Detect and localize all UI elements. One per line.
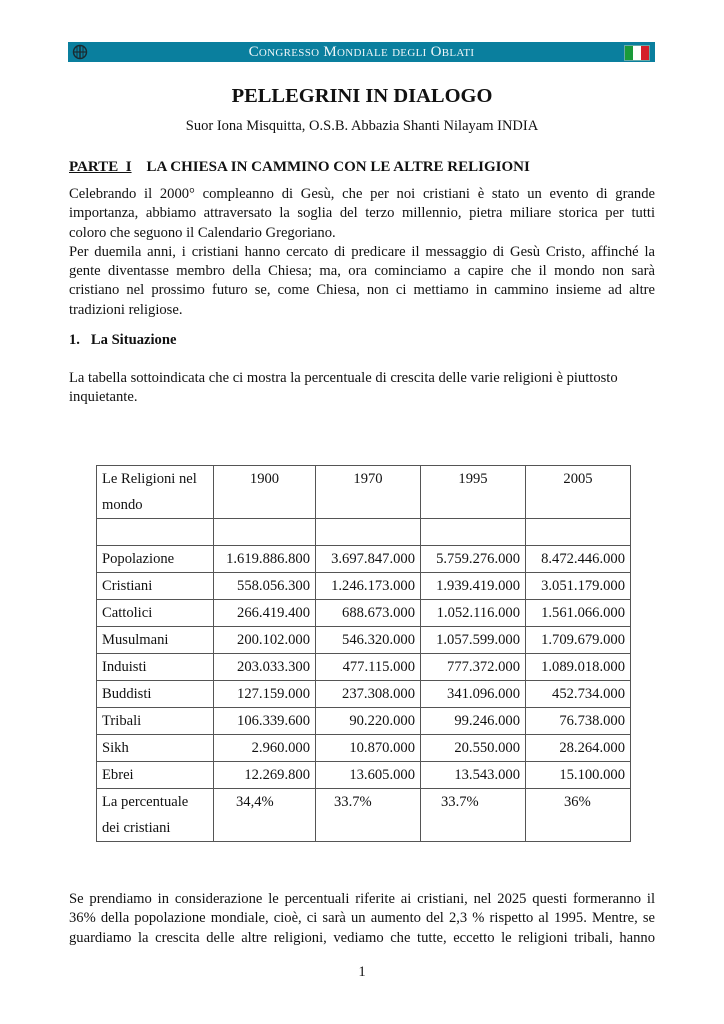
- table-row: [97, 762, 631, 789]
- table-intro-paragraph: [69, 369, 655, 408]
- header-label-line: mondo: [102, 497, 143, 513]
- row-label: Buddisti: [97, 681, 214, 708]
- text-line: coloro che seguono il Calendario Gregoriano.: [69, 224, 336, 241]
- author-line: Suor Iona Misquitta, O.S.B. Abbazia Shanti Nilayam INDIA: [185, 118, 539, 134]
- text-line: gente diventasse membro della Chiesa; ma, ora cominciamo a capire che il mondo non sarà: [69, 263, 655, 280]
- percent-value: 33.7%: [316, 789, 421, 842]
- year-header: 1970: [316, 466, 421, 519]
- text-line: guardiamo la crescita delle altre religioni, vediamo che tutte, eccetto le religioni tribali, hanno: [69, 929, 655, 946]
- cell-value: 127.159.000: [214, 681, 316, 708]
- text-line: inquietante.: [69, 389, 138, 406]
- cell-value: 10.870.000: [316, 735, 421, 762]
- table-row: [97, 735, 631, 762]
- cell-value: 90.220.000: [316, 708, 421, 735]
- cell-value: 266.419.400: [214, 600, 316, 627]
- religions-table: [96, 465, 631, 842]
- year-header: 2005: [526, 466, 631, 519]
- text-line: Celebrando il 2000° compleanno di Gesù, che per noi cristiani è stato un evento di grande: [69, 186, 655, 202]
- table-row: [97, 627, 631, 654]
- percent-value: 34,4%: [214, 789, 316, 842]
- cell-value: 5.759.276.000: [421, 546, 526, 573]
- cell-value: 76.738.000: [526, 708, 631, 735]
- banner-title: Congresso Mondiale degli Oblati: [248, 44, 475, 60]
- cell-value: 341.096.000: [421, 681, 526, 708]
- row-label: Cristiani: [97, 573, 214, 600]
- part-label: PARTE I: [69, 159, 132, 175]
- cell-value: 1.246.173.000: [316, 573, 421, 600]
- cell-value: 237.308.000: [316, 681, 421, 708]
- text-line: tradizioni religiose.: [69, 301, 183, 318]
- percent-value: 33.7%: [421, 789, 526, 842]
- cell-value: 1.057.599.000: [421, 627, 526, 654]
- cell-value: 99.246.000: [421, 708, 526, 735]
- table-row: [97, 573, 631, 600]
- cell-value: 3.051.179.000: [526, 573, 631, 600]
- text-line: Per duemila anni, i cristiani hanno cercato di predicare il messaggio di Gesù Cristo, affinché la: [69, 243, 655, 260]
- header-label-line: Le Religioni nel: [102, 471, 197, 487]
- header-label-cell: [97, 466, 214, 519]
- table-header-row: [97, 466, 631, 519]
- row-label: Musulmani: [97, 627, 214, 654]
- cell-value: 200.102.000: [214, 627, 316, 654]
- text-line: importanza, abbiamo attraversato la soglia del terzo millennio, pietra miliare storica per tutti: [69, 205, 655, 222]
- cell-value: 558.056.300: [214, 573, 316, 600]
- percent-row-label: [97, 789, 214, 842]
- cell-value: 28.264.000: [526, 735, 631, 762]
- text-line: Se prendiamo in considerazione le percentuali riferite ai cristiani, nel 2025 questi formeranno il: [69, 891, 655, 907]
- cell-value: 8.472.446.000: [526, 546, 631, 573]
- document-title: PELLEGRINI IN DIALOGO: [231, 85, 493, 107]
- cell-value: 1.939.419.000: [421, 573, 526, 600]
- year-header: 1995: [421, 466, 526, 519]
- table-percent-row: [97, 789, 631, 842]
- cell-value: 1.619.886.800: [214, 546, 316, 573]
- table-row: [97, 600, 631, 627]
- row-label: Popolazione: [97, 546, 214, 573]
- cell-value: 546.320.000: [316, 627, 421, 654]
- percent-value: 36%: [526, 789, 631, 842]
- italian-flag-icon: [624, 45, 650, 61]
- cell-value: 1.052.116.000: [421, 600, 526, 627]
- cell-value: 1.561.066.000: [526, 600, 631, 627]
- cell-value: 203.033.300: [214, 654, 316, 681]
- cell-value: 13.543.000: [421, 762, 526, 789]
- percent-label-line: La percentuale: [102, 794, 189, 810]
- table-row: [97, 654, 631, 681]
- intro-paragraph: [69, 185, 655, 320]
- cell-value: 13.605.000: [316, 762, 421, 789]
- percent-label-line: dei cristiani: [102, 820, 171, 836]
- cell-value: 477.115.000: [316, 654, 421, 681]
- closing-paragraph: [69, 890, 655, 948]
- cell-value: 1.709.679.000: [526, 627, 631, 654]
- cell-value: 106.339.600: [214, 708, 316, 735]
- row-label: Cattolici: [97, 600, 214, 627]
- row-label: Ebrei: [97, 762, 214, 789]
- row-label: Sikh: [97, 735, 214, 762]
- text-line: cristiano nel prossimo futuro se, come Chiesa, non ci mettiamo in cammino insieme ad altre: [69, 282, 655, 299]
- cell-value: 1.089.018.000: [526, 654, 631, 681]
- cell-value: 20.550.000: [421, 735, 526, 762]
- cell-value: 688.673.000: [316, 600, 421, 627]
- text-line: La tabella sottoindicata che ci mostra la percentuale di crescita delle varie religioni è piuttosto: [69, 370, 618, 386]
- header-banner: [68, 42, 655, 62]
- table-row: [97, 681, 631, 708]
- page-number: 1: [358, 964, 366, 980]
- table-empty-row: [97, 519, 631, 546]
- row-label: Tribali: [97, 708, 214, 735]
- year-header: 1900: [214, 466, 316, 519]
- table-row: [97, 546, 631, 573]
- cell-value: 2.960.000: [214, 735, 316, 762]
- row-label: Induisti: [97, 654, 214, 681]
- part-heading: [69, 159, 530, 176]
- section-heading: 1. La Situazione: [69, 332, 177, 348]
- text-line: 36% della popolazione mondiale, cioè, ci sarà un aumento del 2,3 % rispetto al 1995. Mentre, se: [69, 910, 655, 927]
- part-title: LA CHIESA IN CAMMINO CON LE ALTRE RELIGIONI: [146, 159, 530, 175]
- cell-value: 15.100.000: [526, 762, 631, 789]
- cell-value: 3.697.847.000: [316, 546, 421, 573]
- table-row: [97, 708, 631, 735]
- cell-value: 777.372.000: [421, 654, 526, 681]
- cell-value: 12.269.800: [214, 762, 316, 789]
- cell-value: 452.734.000: [526, 681, 631, 708]
